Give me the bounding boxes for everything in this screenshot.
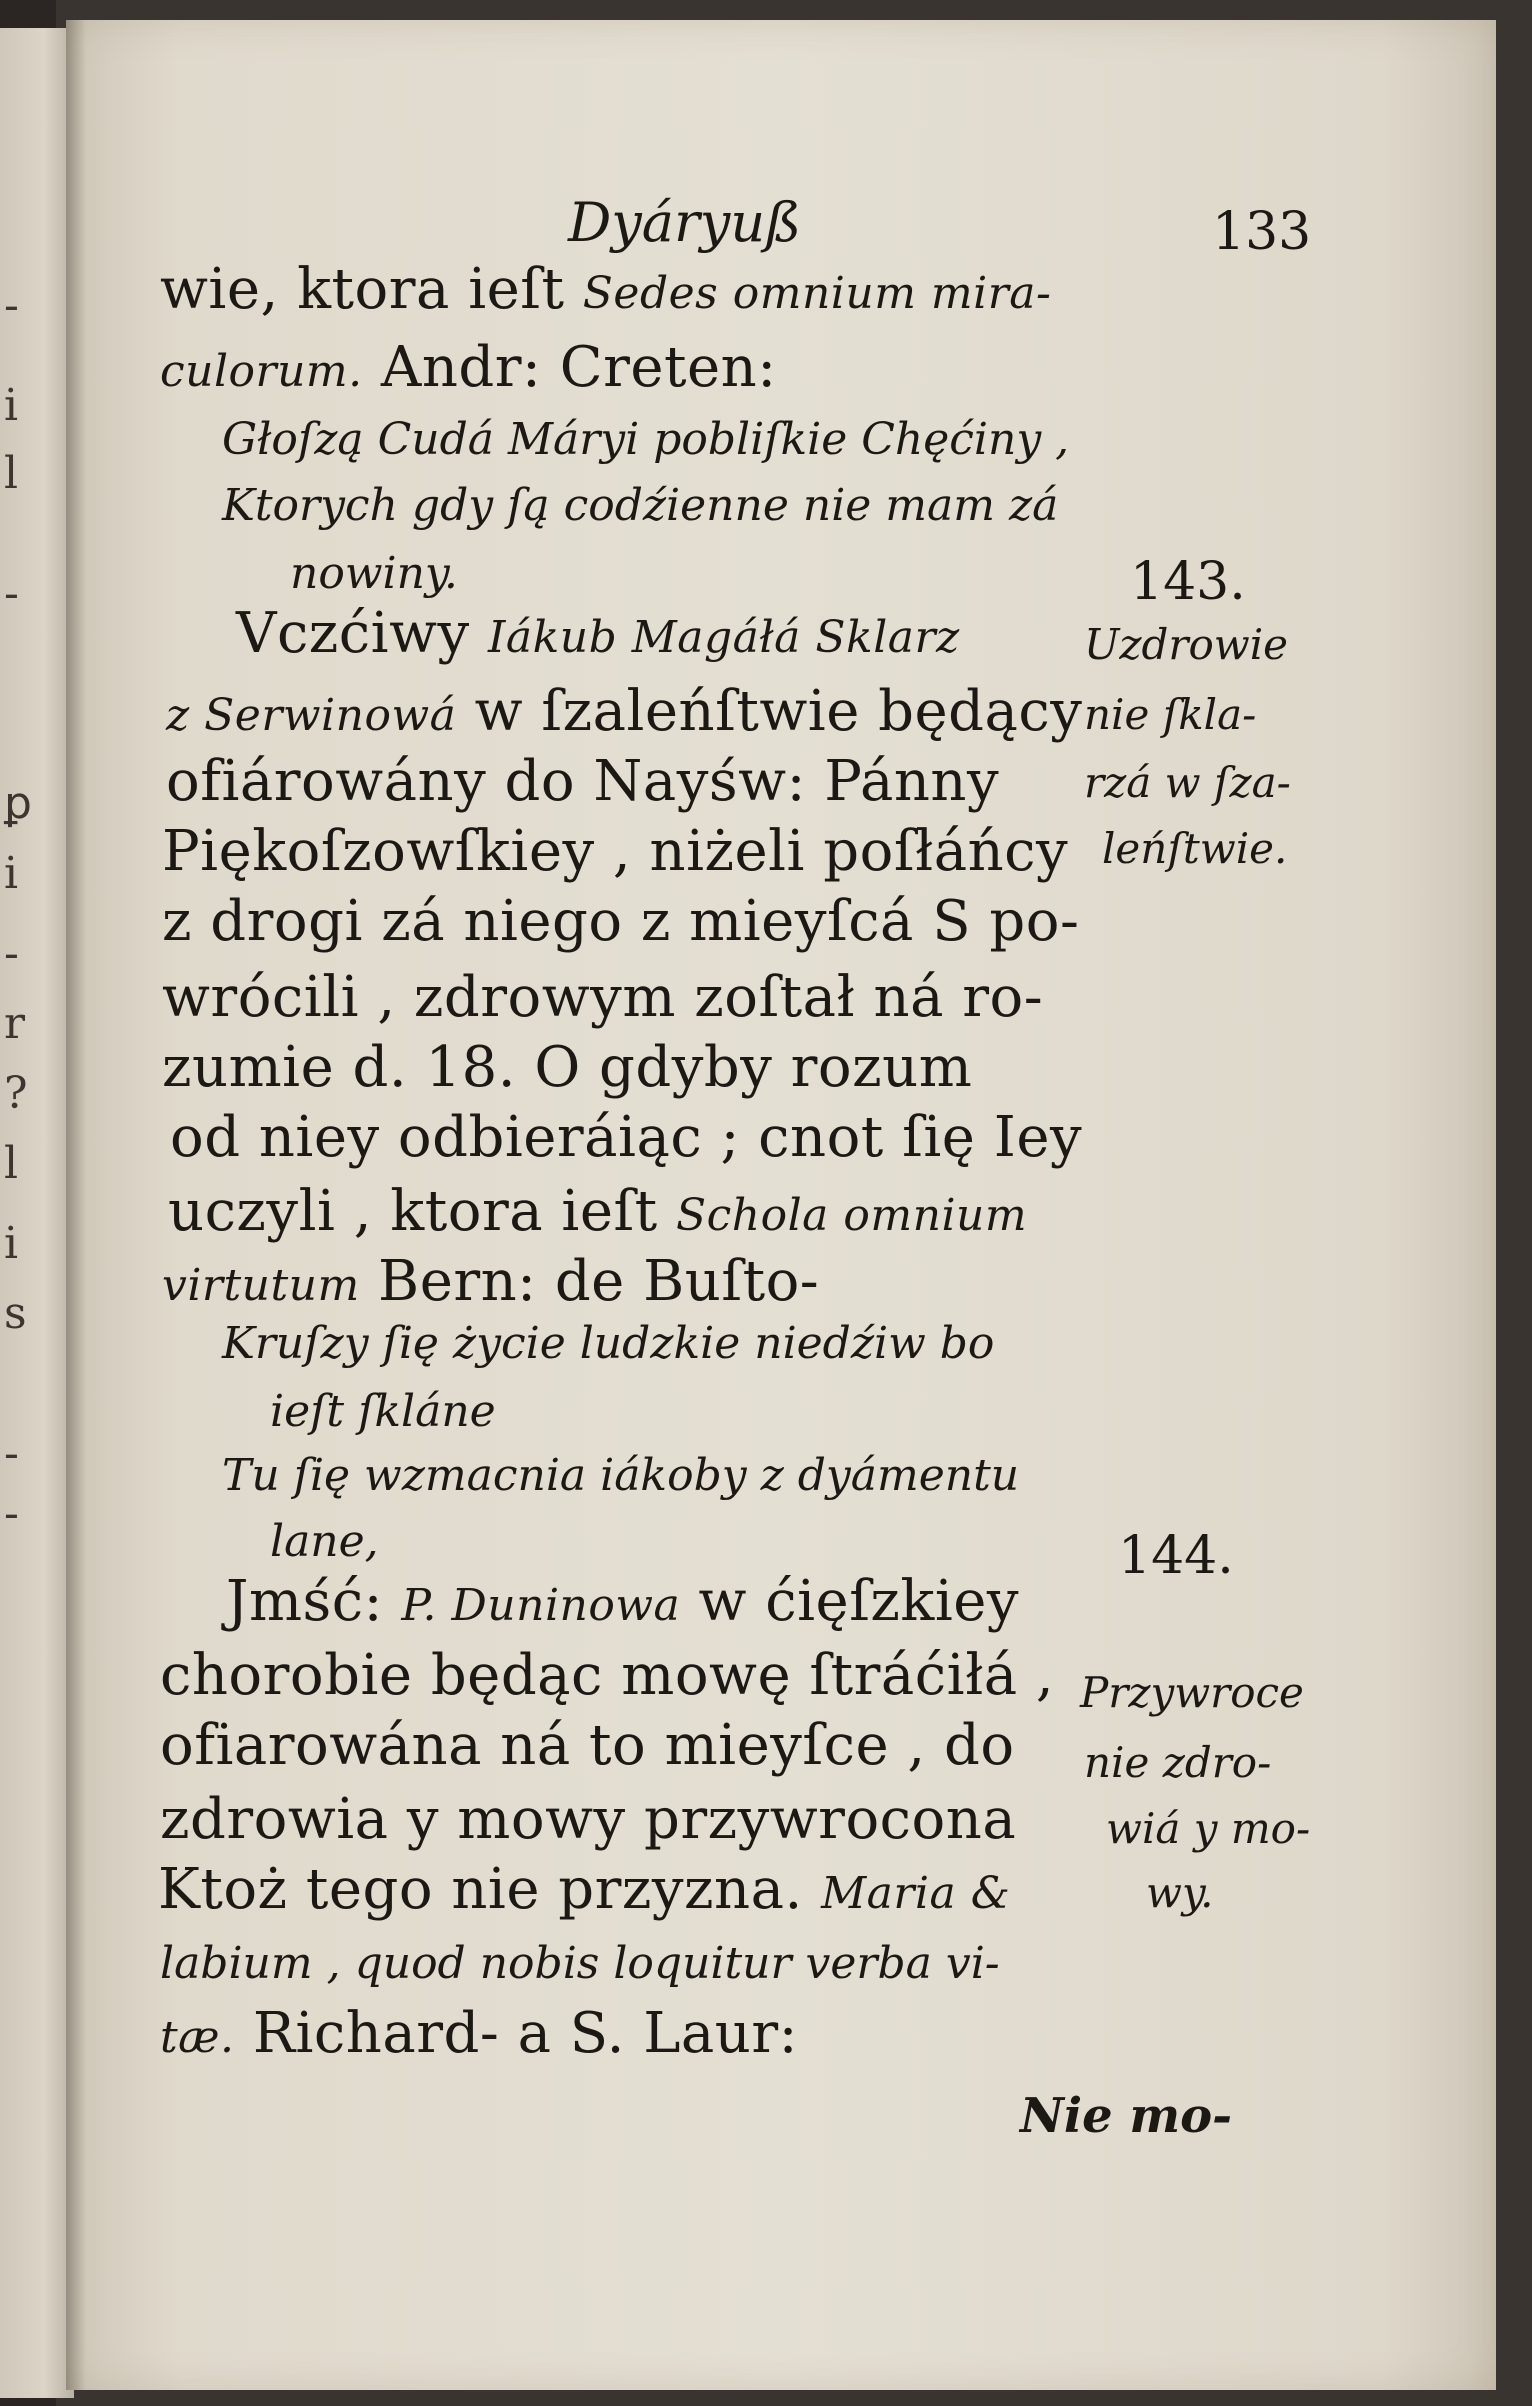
text-line: chorobie będąc mowę ſtráćiłá , <box>160 1643 1055 1708</box>
prev-page-mark: s <box>4 1288 27 1339</box>
verse-line: Głoſzą Cudá Máryi pobliſkie Chęćiny , <box>222 414 1070 465</box>
margin-note-line: nie zdro- <box>1084 1738 1272 1787</box>
prev-page-mark: ꝑ <box>4 778 32 829</box>
margin-note-line: wy. <box>1146 1868 1214 1917</box>
margin-note-number: 144. <box>1118 1526 1234 1586</box>
text-line: labium , quod nobis loquitur verba vi- <box>160 1938 1000 1989</box>
prev-page-mark: - <box>4 1488 19 1539</box>
margin-note-line: leńſtwie. <box>1102 824 1288 873</box>
prev-page-mark: i <box>4 848 19 899</box>
margin-note-line: nie ſkla- <box>1084 690 1257 739</box>
margin-note-line: rzá w ſza- <box>1084 758 1291 807</box>
verse-line: Tu ſię wzmacnia iákoby z dyámentu <box>222 1450 1020 1501</box>
text-line: od niey odbieráiąc ; cnot ſię Iey <box>170 1105 1083 1170</box>
margin-note-line: wiá y mo- <box>1106 1804 1311 1853</box>
text-line: z Serwinowá w ſzaleńſtwie będący <box>166 679 1083 744</box>
text-line: ofiarowána ná to mieyſce , do <box>160 1713 1015 1778</box>
prev-page-mark: - <box>4 280 19 331</box>
prev-page-mark: - <box>4 568 19 619</box>
text-line: tæ. Richard- a S. Laur: <box>160 2001 798 2066</box>
text-line: z drogi zá niego z mieyſcá S po- <box>162 889 1080 954</box>
prev-page-mark: i <box>4 1218 19 1269</box>
page-number: 133 <box>1212 202 1312 262</box>
prev-page-mark: r <box>4 998 26 1049</box>
text-line: Vczćiwy Iákub Magáłá Sklarz <box>236 601 960 666</box>
verse-line: lane, <box>270 1516 379 1567</box>
text-line: uczyli , ktora ieſt Schola omnium <box>168 1179 1028 1244</box>
prev-page-mark: - <box>4 928 19 979</box>
text-line: virtutum Bern: de Buſto- <box>162 1249 820 1314</box>
previous-page-edge <box>0 28 74 2398</box>
gutter-shadow <box>66 20 86 2390</box>
prev-page-mark: l <box>4 1138 19 1189</box>
verse-line: Kruſzy ſię życie ludzkie niedźiw bo <box>222 1318 995 1369</box>
prev-page-mark: l <box>4 448 19 499</box>
text-line: wie, ktora ieſt Sedes omnium mira- <box>160 257 1052 322</box>
verse-line: nowiny. <box>290 548 458 599</box>
text-line: culorum. Andr: Creten: <box>160 335 777 400</box>
running-head: Dyáryuß <box>568 191 802 254</box>
margin-note-line: Uzdrowie <box>1084 620 1289 669</box>
text-line: Ktoż tego nie przyzna. Maria & <box>158 1857 1011 1922</box>
prev-page-mark: i <box>4 380 19 431</box>
text-line: zumie d. 18. O gdyby rozum <box>162 1035 973 1100</box>
text-line: Piękoſzowſkiey , niżeli poſłáńcy <box>162 819 1069 884</box>
text-line: wrócili , zdrowym zoſtał ná ro- <box>162 965 1044 1030</box>
text-line: Jmść: P. Duninowa w ćięſzkiey <box>226 1569 1020 1634</box>
verse-line: ieſt ſkláne <box>270 1386 496 1437</box>
catchword: Nie mo- <box>1020 2088 1233 2144</box>
prev-page-mark: - <box>4 1428 19 1479</box>
prev-page-mark: ? <box>4 1068 28 1119</box>
text-line: ofiárowány do Nayśw: Pánny <box>166 749 1000 814</box>
verse-line: Ktorych gdy ſą codźienne nie mam zá <box>222 480 1059 531</box>
margin-note-number: 143. <box>1130 552 1246 612</box>
margin-note-line: Przywroce <box>1080 1668 1304 1717</box>
text-line: zdrowia y mowy przywrocona <box>160 1787 1017 1852</box>
